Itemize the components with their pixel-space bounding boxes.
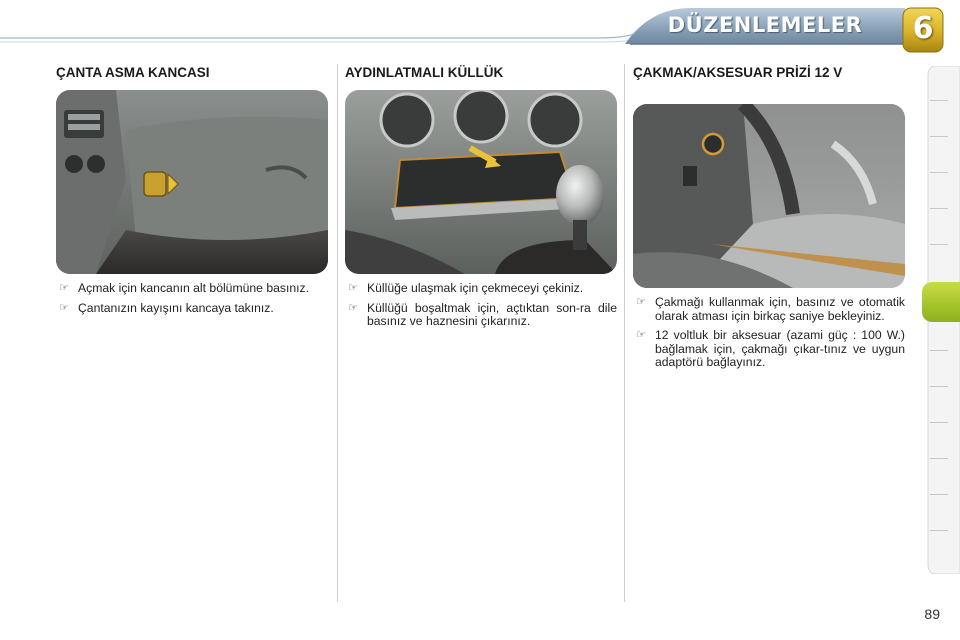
chapter-number: 6 <box>912 11 934 46</box>
column-divider <box>624 64 625 602</box>
chapter-tab-divider <box>930 530 948 531</box>
chapter-tab-divider <box>930 494 948 495</box>
lighter-socket-photo <box>633 104 905 288</box>
chapter-tab-active[interactable] <box>922 282 960 322</box>
chapter-tab-divider <box>930 350 948 351</box>
section-bag-hook <box>56 60 328 315</box>
pointing-hand-icon: ☞ <box>348 282 358 294</box>
list-item <box>345 302 617 329</box>
instruction-list <box>633 296 905 376</box>
section-lighter-socket <box>633 60 905 369</box>
section-title: AYDINLATMALI KÜLLÜK <box>345 65 504 80</box>
instruction-text: Çantanızın kayışını kancaya takınız. <box>78 300 274 315</box>
instruction-text: Çakmağı kullanmak için, basınız ve otomatik olarak atması için birkaç saniye bekleyiniz. <box>655 295 905 323</box>
instruction-list <box>345 282 617 335</box>
instruction-text: 12 voltluk bir aksesuar (azami güç : 100 W.) bağlamak için, çakmağı çıkar-tınız ve uygun adaptörü bağlayınız. <box>655 328 905 369</box>
instruction-text: Küllüğü boşaltmak için, açtıktan son-ra dile basınız ve haznesini çıkarınız. <box>367 300 617 328</box>
chapter-header <box>0 0 960 56</box>
list-item <box>633 329 905 370</box>
chapter-title: DÜZENLEMELER <box>667 13 863 37</box>
chapter-tab-divider <box>930 172 948 173</box>
list-item <box>633 296 905 323</box>
pointing-hand-icon: ☞ <box>636 296 646 308</box>
column-divider <box>337 64 338 602</box>
bag-hook-photo <box>56 90 328 274</box>
instruction-list <box>56 282 328 321</box>
pointing-hand-icon: ☞ <box>59 282 69 294</box>
chapter-tab-divider <box>930 386 948 387</box>
chapter-tab-divider <box>930 244 948 245</box>
page-number: 89 <box>924 606 940 622</box>
pointing-hand-icon: ☞ <box>348 301 358 314</box>
pointing-hand-icon: ☞ <box>636 329 646 341</box>
section-title: ÇANTA ASMA KANCASI <box>56 65 210 80</box>
chapter-tab-divider <box>930 422 948 423</box>
chapter-tab-divider <box>930 458 948 459</box>
instruction-text: Açmak için kancanın alt bölümüne basınız. <box>78 281 310 295</box>
section-ashtray <box>345 60 617 328</box>
list-item <box>345 282 617 296</box>
ashtray-photo <box>345 90 617 274</box>
chapter-tab-divider <box>930 100 948 101</box>
pointing-hand-icon: ☞ <box>59 301 69 314</box>
chapter-tab-divider <box>930 136 948 137</box>
instruction-text: Küllüğe ulaşmak için çekmeceyi çekiniz. <box>367 281 584 295</box>
chapter-tab-divider <box>930 208 948 209</box>
section-title: ÇAKMAK/AKSESUAR PRİZİ 12 V <box>633 65 843 80</box>
list-item <box>56 282 328 296</box>
list-item <box>56 302 328 316</box>
